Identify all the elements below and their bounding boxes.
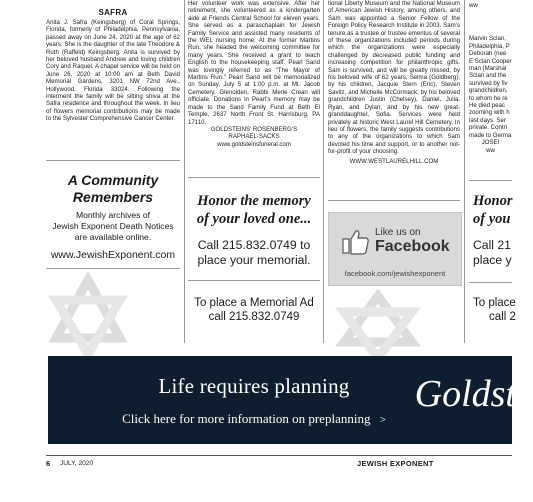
preplanning-banner-ad[interactable] — [48, 356, 516, 444]
obituary-url-fragment: ww — [469, 2, 478, 9]
star-of-david-decoration — [336, 290, 446, 345]
memorial-ad-line: call 215.832.0749 — [208, 311, 300, 323]
column-4 — [469, 0, 512, 154]
memorial-ad-line: To place a Memorial Ad — [194, 297, 314, 309]
promo-line: are available online. — [74, 232, 152, 242]
funeral-home-url[interactable]: www.goldsteinsfuneral.com — [217, 140, 291, 148]
column-rule — [323, 0, 324, 343]
goldsteins-logo: Goldst — [414, 373, 516, 415]
obituary-text: tional Liberty Museum and the National Museum of American Jewish History, among others, and Sam was appointed a Senior Fellow of the Foreign Policy Research Institute in 2003. Sam’s tenure as a trustee or trustee emeritus of several of these organizations included periods during which the organizations were especially challenged by decreased public funding and increasing competition for philanthropic gifts. Sam is survived, and will be greatly missed, by his beloved wife of 62 years, Selma (Goldberg); by his children, Jacquie Stern (Eric), Steven Savitz, and Michelle McCormack; by his beloved grandchildren Justin (Chelsey), Daniel, Julia, Ryan, and Dylan; and by his new great-granddaughter, Sofia. Services were held privately at historic West Laurel Hill Cemetery. In lieu of flowers, the family suggests contributions to any of the organizations to which Sam devoted his time and support, or to another not-for-profit of your choosing. — [328, 0, 460, 156]
obituary-name: SAFRA — [98, 8, 128, 17]
star-of-david-decoration — [46, 272, 156, 342]
honor-title: of you — [473, 211, 511, 227]
facebook-brand: Facebook — [375, 238, 450, 255]
banner-cta[interactable] — [48, 411, 460, 427]
section-rule — [46, 268, 180, 269]
promo-line: Jewish Exponent Death Notices — [52, 221, 174, 231]
facebook-url[interactable]: facebook.com/jewishexponent — [344, 269, 446, 278]
memorial-ad-line: To place — [473, 297, 516, 309]
funeral-home-name: RAPHAEL-SACKS — [228, 133, 280, 141]
column-1 — [46, 0, 180, 123]
column-rule — [184, 0, 185, 343]
column-2 — [188, 0, 320, 148]
funeral-home-name: JOSEI — [481, 139, 500, 147]
column-3 — [328, 0, 460, 165]
honor-call-line: Call 21 — [473, 238, 511, 252]
honor-title: Honor the memory — [197, 193, 311, 209]
funeral-home-url[interactable]: WWW.WESTLAURELHILL.COM — [349, 157, 439, 165]
section-rule — [328, 200, 460, 201]
funeral-home-name: GOLDSTEINS’ ROSENBERG’S — [210, 125, 298, 133]
section-rule — [469, 282, 512, 283]
community-remembers-promo — [46, 172, 180, 261]
promo-line: Monthly archives of — [75, 210, 151, 220]
section-rule — [188, 280, 320, 281]
page-number: 6 — [46, 459, 51, 468]
section-rule — [188, 177, 320, 178]
honor-call-line: Call 215.832.0749 to — [197, 238, 311, 252]
honor-call-line: place your memorial. — [197, 253, 311, 267]
promo-text — [46, 210, 180, 243]
obituary-text: Anita J. Safra (Keingsberg) of Coral Springs, Florida, formerly of Philadelphia, Pennsylvania, passed away on June 24, 2020 at the age of 62 years. She is the daughter of the late Theodore & Ruth (Raffeld) Keingsberg. Anita is survived by her beloved husband Andrew and loving children Cory and Raquel. A chapel service will be held on June 26, 2020 at 10:00 am at Beth David Memorial Gardens, 3201 NW 72nd Ave., Hollywood, Florida 33024. Following the interment the family will be sitting shiva at the Safra residence and throughout the week. In lieu of flowers memorial contributions may be made to the Sylvester Comprehensive Cancer Center. — [46, 19, 180, 123]
column-rule — [464, 0, 465, 343]
honor-call-text — [188, 238, 320, 268]
honor-call-line: place y — [473, 253, 512, 267]
publication-name: JEWISH EXPONENT — [357, 459, 434, 468]
banner-title: Life requires planning — [158, 374, 350, 398]
section-rule — [46, 160, 180, 161]
honor-call-text — [473, 238, 533, 268]
facebook-like-label: Like us on — [375, 227, 421, 238]
honor-title: Honor — [473, 193, 513, 209]
footer-rule — [46, 455, 512, 456]
banner-cta-text: Click here for more information on preplanning — [122, 411, 371, 426]
funeral-home-url: ww — [486, 146, 495, 154]
issue-date: JULY, 2020 — [60, 460, 94, 467]
facebook-like-box[interactable] — [328, 212, 462, 286]
chevron-right-icon: > — [379, 414, 386, 426]
obituary-text: Her volunteer work was extensive. After her retirement, she volunteered as a kindergarten aide at Friends Central School for eleven years. She served as a paraschaplain for Jewish Family Service and assisted many residents of the WEL nursing home. At the former Martins Run, she headed the welcoming committee for many years. She received a grant to teach English to the housekeeping staff. Pearl Sand was lovingly referred to as “The Mayor of Martins Run.” Pearl Sand will be memorialized on Sunday, July 5 at 1:00 p.m. at Mt. Jacob Cemetery, Glenolden. Rabbi Merle Crean will officiate. Donations in Pearl’s memory may be made to the Sand Family Fund at Beth El Temple, 2637 North Front St. Harrisburg, PA 17110. — [188, 0, 320, 126]
promo-title: A Community — [67, 172, 159, 188]
honor-memory-ad — [188, 192, 320, 268]
memorial-ad-box — [188, 296, 320, 324]
memorial-ad-box-partial — [473, 296, 516, 324]
website-link[interactable]: www.JewishExponent.com — [50, 249, 176, 261]
promo-title: Remembers — [72, 189, 154, 205]
thumbs-up-icon — [341, 227, 371, 257]
obituary-text: Marvin Sclan, Philadelphia, P Deborah (nee E Sclan Cooper man (Marshal Sclan and the survived by fiv grandchildren, to whom he re He died peac zooming with h last days. Ser private. Contri made to Germa — [469, 35, 512, 139]
honor-memory-ad-partial — [473, 192, 533, 268]
honor-title: of your loved one... — [196, 211, 312, 227]
memorial-ad-line: call 2 — [489, 311, 516, 323]
section-rule — [469, 180, 512, 181]
